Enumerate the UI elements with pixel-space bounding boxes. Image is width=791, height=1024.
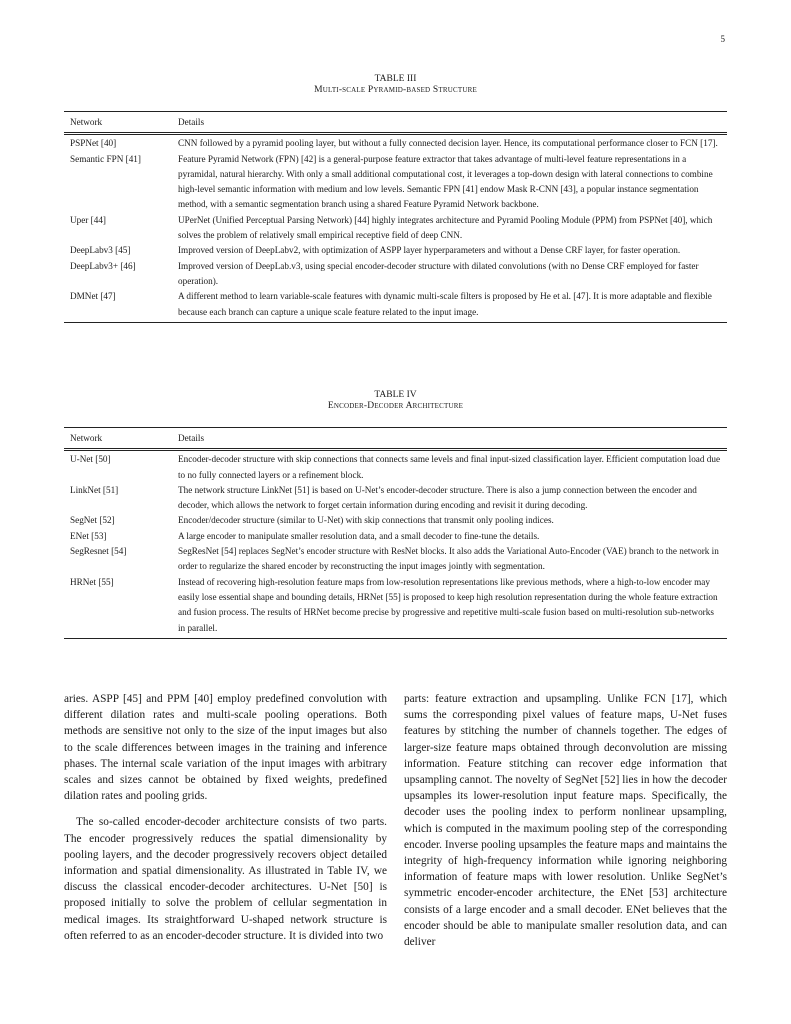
table-4-header-network: Network — [70, 433, 103, 443]
table-cell-details: Feature Pyramid Network (FPN) [42] is a general-purpose feature extractor that takes advantage of multi-level feature representations in a pyramidal, natural hierarchy. With only a small additional computational cost, it leverages a top-down design with lateral connections to combine high-level semantic information with medium and low levels. Semantic FPN [41] endow Mask R-CNN [43], a popular instance segmentation method, with a semantic segmentation branch using a shared Feature Pyramid Network backbone. — [178, 153, 713, 210]
table-4-caption — [64, 390, 727, 412]
paragraph: parts: feature extraction and upsampling. Unlike FCN [17], which sums the corresponding pixel values of feature maps, U-Net fuses features by stitching the number of channels together. The edges of larger-size feature maps obtained through deconvolution are missing information. Feature stitching can recover edge information that upsampling cannot. The novelty of SegNet [52] lies in how the decoder upsamples its lower-resolution input feature maps. Specifically, the decoder uses the pooling index to perform nonlinear upsampling, which is computed in the maximum pooling step of the corresponding encoder. Inverse pooling upsamples the feature maps and maintains the integrity of high-frequency information while ignoring neighboring information of feature maps with lower resolution. Unlike SegNet’s symmetric encoder-encoder architecture, the ENet [53] architecture consists of a large encoder and a small decoder. ENet believes that the encoder should be able to manipulate smaller resolution data, and can deliver — [404, 693, 727, 949]
table-cell-details: Encoder-decoder structure with skip connections that connects same levels and final input-sized classification layer. Efficient computation load due to no fully connected layers or a refinement block. — [178, 454, 721, 480]
table-4-header — [64, 427, 727, 451]
table-cell-network: ENet [53] — [70, 530, 107, 541]
table-4-label: TABLE IV — [374, 390, 417, 400]
table-4 — [64, 427, 727, 639]
table-cell-details: SegResNet [54] replaces SegNet’s encoder structure with ResNet blocks. It also adds the Variational Auto-Encoder (VAE) branch to the network in order to regularize the shared encoder by reconstructing the input images jointly with segmentation. — [178, 546, 719, 572]
table-cell-network: HRNet [55] — [70, 576, 114, 587]
table-row — [64, 259, 727, 290]
table-cell-details: A large encoder to manipulate smaller resolution data, and a small decoder to fine-tune the details. — [178, 530, 540, 541]
paragraph: The so-called encoder-decoder architecture consists of two parts. The encoder progressively reduces the spatial dimensionality by pooling layers, and the decoder progressively recovers object detailed information and spatial dimensionality. As illustrated in Table IV, we discuss the classical encoder-decoder architectures. U-Net [50] is proposed initially to solve the problem of cellular segmentation in medical images. Its straightforward U-shaped network structure is often referred to as an encoder-decoder structure. It is divided into two — [64, 816, 387, 942]
table-3 — [64, 111, 727, 323]
table-cell-details: Instead of recovering high-resolution feature maps from low-resolution representations like previous methods, where a high-to-low encoder may easily lose essential shape and bounding details, HRNet [55] is proposed to keep high resolution representation during the whole feature extraction and fusion process. The results of HRNet become precise by progressive and repetitive multi-scale fusion based on multi-resolution sub-networks in parallel. — [178, 576, 718, 633]
table-row — [64, 513, 727, 528]
table-cell-details: Improved version of DeepLab.v3, using special encoder-decoder structure with dilated convolutions (with no Dense CRF employed for faster operation). — [178, 260, 699, 286]
table-4-title: Encoder-Decoder Architecture — [327, 401, 464, 411]
table-cell-network: PSPNet [40] — [70, 138, 117, 149]
table-row — [64, 544, 727, 575]
table-3-header-network: Network — [70, 117, 103, 127]
table-cell-network: DeepLabv3+ [46] — [70, 260, 136, 271]
table-3-header-details: Details — [178, 117, 205, 127]
table-row — [64, 575, 727, 636]
table-cell-network: Uper [44] — [70, 214, 106, 225]
table-row — [64, 136, 727, 151]
table-cell-network: SegResnet [54] — [70, 546, 127, 557]
table-3-label: TABLE III — [374, 74, 417, 84]
paragraph: aries. ASPP [45] and PPM [40] employ predefined convolution with different dilation rates and multi-scale pooling operations. Both methods are sensitive not only to the size of the input images but also to the scale differences between images in the training and inference phases. The internal scale variation of the input images with arbitrary scales and sizes cannot be obtained by fixed weights, predefined dilation rates and pooling grids. — [64, 693, 387, 803]
table-row — [64, 289, 727, 320]
table-cell-network: SegNet [52] — [70, 515, 115, 526]
body-column-right — [404, 691, 727, 950]
table-cell-network: LinkNet [51] — [70, 484, 119, 495]
table-row — [64, 243, 727, 258]
table-cell-network: Semantic FPN [41] — [70, 153, 141, 164]
table-cell-details: UPerNet (Unified Perceptual Parsing Network) [44] highly integrates architecture and Pyramid Pooling Module (PPM) from PSPNet [40], which solves the problem of relatively small empirical receptive field of deep CNN. — [178, 214, 713, 241]
table-cell-network: DMNet [47] — [70, 291, 116, 302]
table-row — [64, 213, 727, 244]
table-4-header-details: Details — [178, 433, 205, 443]
table-cell-network: DeepLabv3 [45] — [70, 245, 131, 256]
table-row — [64, 452, 727, 483]
table-cell-details: A different method to learn variable-scale features with dynamic multi-scale filters is proposed by He et al. [47]. It is more adaptable and flexible because each branch can capture a unique scale feature related to the input image. — [178, 291, 712, 317]
table-row — [64, 529, 727, 544]
table-cell-details: The network structure LinkNet [51] is based on U-Net’s encoder-decoder structure. There is also a jump connection between the encoder and decoder, which allows the network to forget certain information during encoding and revisit it during decoding. — [178, 484, 697, 511]
table-row — [64, 483, 727, 514]
page-number: 5 — [720, 34, 725, 44]
table-row — [64, 152, 727, 213]
table-4-body — [64, 451, 727, 639]
table-3-body — [64, 135, 727, 323]
table-3-header — [64, 111, 727, 135]
table-cell-network: U-Net [50] — [70, 454, 111, 465]
body-column-left — [64, 691, 387, 944]
table-cell-details: Improved version of DeepLabv2, with optimization of ASPP layer hyperparameters and without a Dense CRF layer, for faster operation. — [178, 245, 681, 256]
table-cell-details: Encoder/decoder structure (similar to U-Net) with skip connections that transmit only pooling indices. — [178, 515, 554, 526]
table-3-caption — [64, 74, 727, 96]
table-3-title: Multi-scale Pyramid-based Structure — [314, 85, 477, 95]
table-cell-details: CNN followed by a pyramid pooling layer, but without a fully connected decision layer. Hence, its computational performance closer to FCN [17]. — [178, 138, 718, 149]
